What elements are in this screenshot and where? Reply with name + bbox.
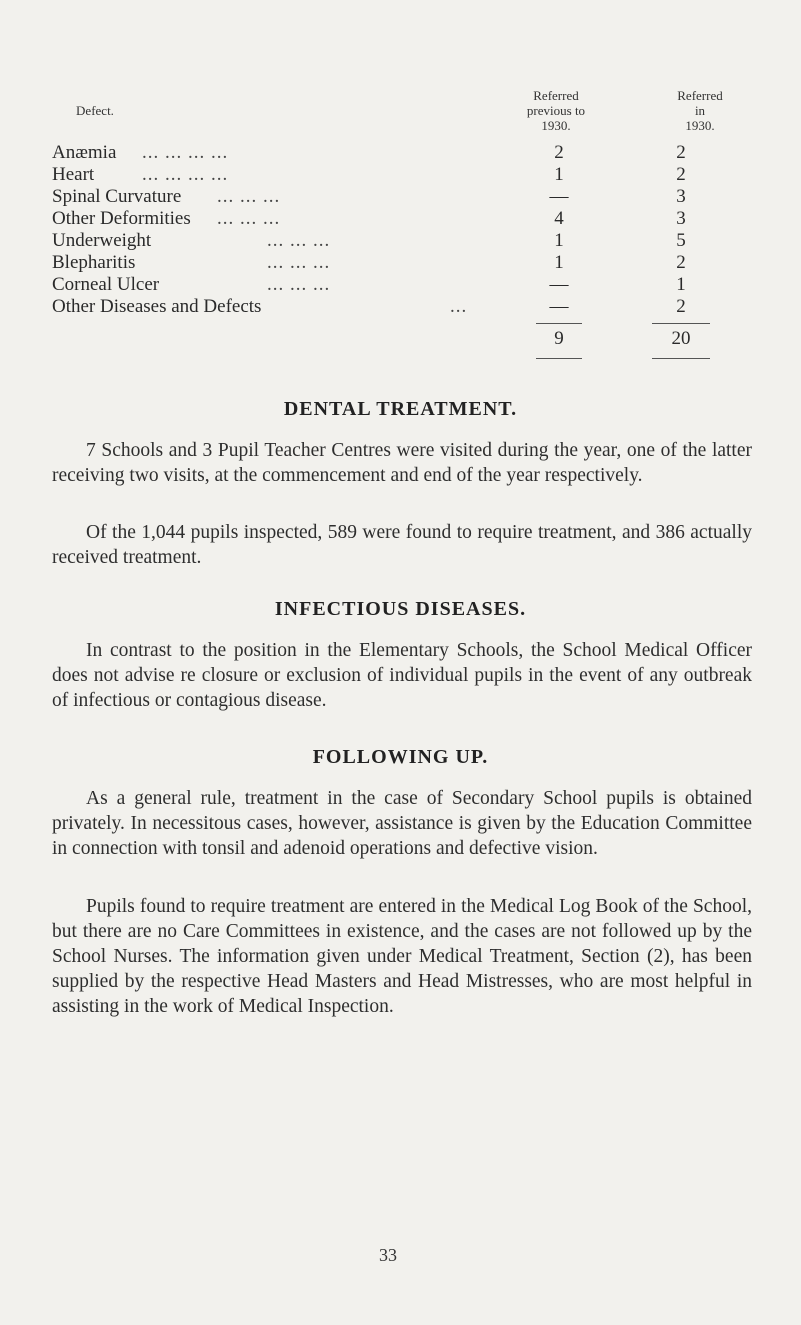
row-value-previous: 1 [554,164,564,185]
row-leaders: ... ... ... [267,274,331,295]
following-heading: FOLLOWING UP. [312,746,489,768]
row-value-previous: 1 [554,230,564,251]
row-label: Blepharitis [52,252,136,273]
row-label: Other Deformities [52,208,191,229]
following-paragraph-1 [52,786,752,861]
row-leaders: ... ... ... [217,186,281,207]
header-defect: Defect. [76,103,114,118]
row-value-in-year: 2 [676,164,686,185]
row-leaders: ... ... ... [267,252,331,273]
row-value-in-year: 3 [676,186,686,207]
row-value-previous: 1 [554,252,564,273]
following-paragraph-2-text: Pupils found to require treatment are entered in the Medical Log Book of the School, but there are no Care Committees in existence, and the cases are not followed up by the School Nurses. The information given under Medical Treatment, Section (2), has been supplied by the respective Head Masters and Head Mistresses, who are most helpful in assisting in the work of Medical Inspection. [52,896,752,1017]
header-in-line-2: in [694,103,706,118]
following-paragraph-2 [52,894,752,1019]
header-in-line-1: Referred [677,88,723,103]
dental-paragraph-1-text: 7 Schools and 3 Pupil Teacher Centres were visited during the year, one of the latter receiving two visits, at the commencement and end of the year respectively. [52,440,752,486]
row-value-previous: 2 [554,142,564,163]
total-rule-bottom-in-year [652,358,710,359]
table-row [52,274,752,296]
row-value-in-year: 5 [676,230,686,251]
total-rule-bottom-previous [536,358,582,359]
row-label: Spinal Curvature [52,186,182,207]
row-leaders: ... ... ... ... [142,142,229,163]
dental-paragraph-2 [52,520,752,570]
table-row [52,252,752,274]
row-value-in-year: 3 [676,208,686,229]
total-in-year: 20 [671,328,691,349]
row-value-previous: — [549,296,569,317]
dental-paragraph-2-text: Of the 1,044 pupils inspected, 589 were found to require treatment, and 386 actually received treatment. [52,522,752,568]
table-row [52,208,752,230]
header-previous-line-1: Referred [533,88,579,103]
following-paragraph-1-text: As a general rule, treatment in the case of Secondary School pupils is obtained privately. In necessitous cases, however, assistance is given by the Education Committee in connection with tonsil and adenoid operations and defective vision. [52,788,752,859]
header-in-line-3: 1930. [685,118,715,133]
row-value-previous: — [549,186,569,207]
infectious-paragraph-1-text: In contrast to the position in the Elementary Schools, the School Medical Officer does not advise re closure or exclusion of individual pupils in the event of any outbreak of infectious or contagious disease. [52,640,752,711]
table-row [52,296,752,318]
row-leaders: ... [450,296,468,317]
header-previous-line-3: 1930. [541,118,571,133]
row-value-in-year: 2 [676,252,686,273]
row-value-in-year: 2 [676,142,686,163]
page-number: 33 [379,1245,397,1265]
table-row [52,186,752,208]
row-label: Underweight [52,230,152,251]
row-label: Heart [52,164,95,185]
total-rule-top-in-year [652,323,710,324]
total-rule-top-previous [536,323,582,324]
row-leaders: ... ... ... [267,230,331,251]
infectious-paragraph-1 [52,638,752,713]
total-previous: 9 [554,328,564,349]
header-previous-line-2: previous to [526,103,586,118]
row-label: Corneal Ulcer [52,274,160,295]
row-leaders: ... ... ... [217,208,281,229]
header-referred-previous [496,88,616,133]
row-leaders: ... ... ... ... [142,164,229,185]
row-value-previous: 4 [554,208,564,229]
dental-heading: DENTAL TREATMENT. [283,398,518,420]
infectious-heading: INFECTIOUS DISEASES. [274,598,527,620]
row-label: Anæmia [52,142,117,163]
row-value-in-year: 1 [676,274,686,295]
row-value-previous: — [549,274,569,295]
row-label: Other Diseases and Defects [52,296,262,317]
row-value-in-year: 2 [676,296,686,317]
header-referred-in [660,88,740,133]
table-row [52,230,752,252]
table-row [52,164,752,186]
table-row [52,142,752,164]
dental-paragraph-1 [52,438,752,488]
